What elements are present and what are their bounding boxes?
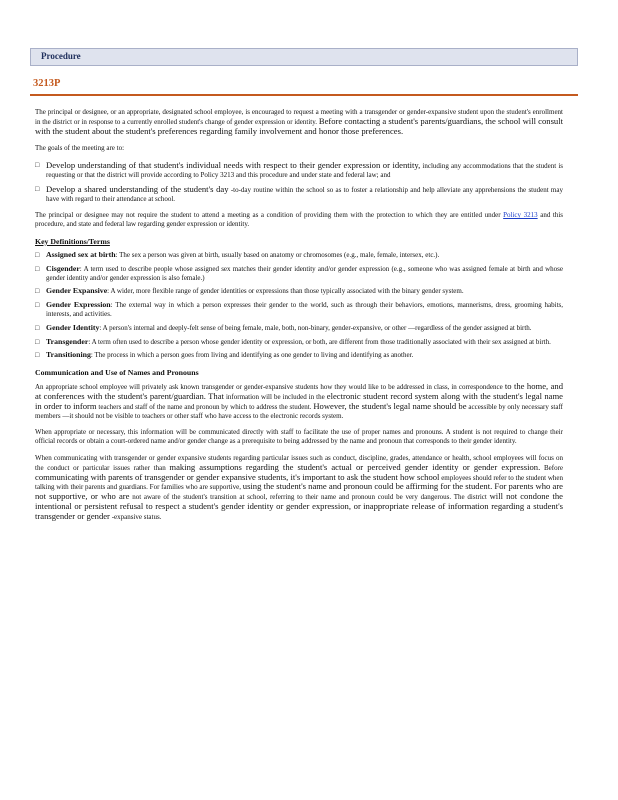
definition-term: Gender Expansive	[46, 286, 108, 296]
comm-p1-text-e: teachers and staff of the name and pronoun by which to address the student.	[98, 402, 312, 411]
definition-item	[35, 338, 563, 347]
communication-paragraph-3	[35, 454, 563, 522]
definition-term: Gender Identity	[46, 322, 100, 332]
intro-paragraph	[35, 108, 563, 136]
bullet-icon: □	[35, 161, 40, 170]
definition-term: Assigned sex at birth	[46, 249, 116, 259]
intro-text-part2: Before contacting a student's parents/guardians, the school will consult with the student about the student's preferences regarding family involvement and honor those preferences.	[35, 115, 563, 136]
comm-p1-text-b: to the home, and at conferences with the student's parent/guardian. That	[35, 381, 564, 401]
bullet-icon: □	[35, 301, 40, 310]
comm-p1-text-f: However, the student's legal name should be	[313, 400, 467, 411]
definition-text: : A term used to describe people whose assigned sex matches their gender identity and/or gender expression (e.g., someone who was assigned female at birth and whose gender identity and/or gender expression is also female.)	[46, 264, 563, 282]
comm-p3-text-i: inappropriate release of information regarding a student's transgender or gender	[35, 500, 564, 521]
goal-item-1	[35, 161, 563, 180]
comm-p1-text-c: information will be included in the	[225, 392, 325, 401]
bullet-icon: □	[35, 323, 40, 332]
definition-text: : The process in which a person goes from living and identifying as one gender to living and identifying as another.	[90, 351, 414, 360]
definitions-heading: Key Definitions/Terms	[35, 236, 110, 246]
procedure-label: Procedure	[41, 51, 81, 61]
procedure-header-bar	[30, 48, 578, 66]
goal-2-lead: Develop a shared understanding of the student's day	[46, 183, 229, 194]
bullet-icon: □	[35, 287, 40, 296]
intro-text-part1: The principal or designee, or an appropriate, designated school employee, is encouraged to request a meeting with a transgender or gender-expansive student upon the student's enrollment in the district or in response to a currently enrolled student's change of gender expression or identity.	[35, 108, 563, 126]
comm-p3-text-b: making assumptions regarding the student's actual or perceived gender identity or gender expression.	[169, 461, 541, 472]
bullet-icon: □	[35, 264, 40, 273]
definition-item	[35, 287, 563, 296]
definition-term: Gender Expression	[46, 300, 111, 310]
definition-item	[35, 324, 563, 333]
protection-text-before: The principal or designee may not require the student to attend a meeting as a condition of providing them with the protection to which they are entitled under	[35, 211, 501, 220]
communication-paragraph-1	[35, 382, 563, 420]
bullet-icon: □	[35, 351, 40, 360]
bullet-icon: □	[35, 337, 40, 346]
goal-1-lead: Develop understanding of that student's individual needs with respect to their gender expression or identity,	[46, 160, 421, 171]
definition-item	[35, 301, 563, 319]
goal-item-2	[35, 185, 563, 204]
document-body	[35, 108, 563, 522]
comm-p3-text-e: employees should refer to the student when talking with their parents and guardians. For families who are supportive,	[35, 473, 563, 492]
definition-term: Transgender	[46, 336, 89, 346]
definition-text: : The sex a person was given at birth, usually based on anatomy or chromosomes (e.g., male, female, intersex, etc.).	[115, 250, 440, 259]
goal-2-rest: -to-day routine within the school so as to foster a relationship and help alleviate any apprehensions the student may have with regard to their attendance at school.	[46, 185, 563, 203]
definition-item	[35, 351, 563, 360]
comm-p1-text-a: An appropriate school employee will privately ask known transgender or gender-expansive students how they would like to be addressed in class, in correspondence	[35, 383, 503, 392]
definition-text: : A person's internal and deeply-felt sense of being female, male, both, non-binary, gender-expansive, or other —regardless of the gender assigned at birth.	[99, 323, 532, 332]
title-divider	[30, 94, 578, 96]
definitions-list	[35, 251, 563, 360]
bullet-icon: □	[35, 250, 40, 259]
protection-text-after: and this procedure, and state and federal law regarding gender expression or identity.	[35, 211, 564, 229]
goal-1-rest: including any accommodations that the student is requesting or that the district will provide according to Policy 3213 and this procedure and under state and federal law; and	[46, 162, 564, 179]
comm-p3-text-j: -expansive status.	[111, 512, 162, 521]
policy-3213-link[interactable]: Policy 3213	[503, 211, 538, 220]
communication-heading: Communication and Use of Names and Pronouns	[35, 368, 199, 378]
bullet-icon: □	[35, 184, 40, 193]
comm-p1-text-d: electronic student record system along with the student's legal name in order to inform	[35, 390, 564, 411]
comm-p1-text-g: accessible by only necessary staff members —it should not be visible to teachers or other staff who have access to the electronic records system.	[35, 402, 564, 420]
definition-text: : The external way in which a person expresses their gender to the world, such as through their behaviors, emotions, mannerisms, dress, grooming habits, interests, and activities.	[46, 301, 563, 318]
comm-p3-text-d: communicating with parents of transgender or gender expansive students, it's important to ask the student how school	[35, 471, 440, 482]
definition-term: Transitioning	[46, 350, 91, 360]
communication-paragraph-2: When appropriate or necessary, this information will be communicated directly with staff to facilitate the use of proper names and pronouns. A student is not required to change their official records or obtain a court-ordered name and/or gender change as a prerequisite to being addressed by the name and pronoun that corresponds to their gender identity.	[35, 428, 563, 446]
comm-p3-text-h: will not condone the intentional or persistent refusal to respect a student's gender identity or gender expression, or	[35, 491, 563, 511]
definition-term: Cisgender	[46, 263, 80, 273]
definition-text: : A wider, more flexible range of gender identities or expressions than those typically associated with the binary gender system.	[107, 287, 464, 296]
comm-p3-text-g: not aware of the student's transition at school, referring to their name and pronoun could be very dangerous. The district	[132, 493, 487, 502]
definition-item	[35, 265, 563, 283]
goals-intro: The goals of the meeting are to:	[35, 144, 125, 153]
policy-code: 3213P	[33, 78, 61, 89]
definition-item	[35, 251, 563, 260]
comm-p3-text-f: using the student's name and pronoun could be affirming for the student. For parents who are not supportive, or who are	[35, 481, 563, 502]
comm-p3-text-c: Before	[543, 463, 564, 472]
definition-text: : A term often used to describe a person whose gender identity or expression, or both, are different from those traditionally associated with their sex assigned at birth.	[88, 337, 551, 346]
comm-p3-text-a: When communicating with transgender or gender expansive students regarding particular issues such as conduct, discipline, grades, attendance or health, school employees will focus on the conduct or particular issues rather than	[35, 453, 563, 472]
protection-paragraph	[35, 211, 563, 229]
